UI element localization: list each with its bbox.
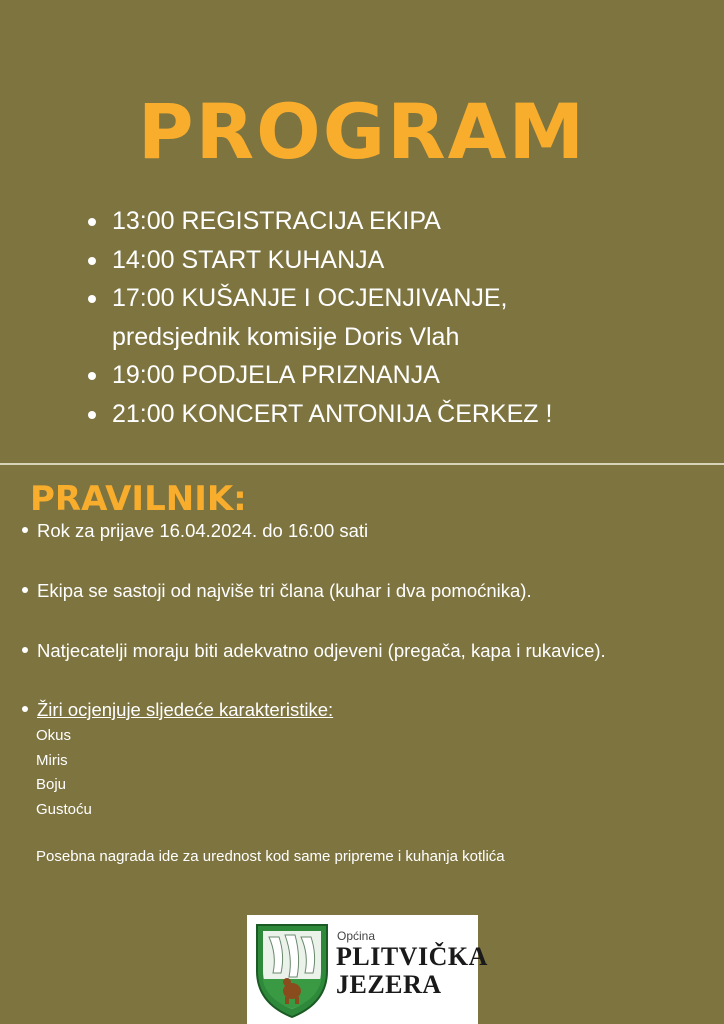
program-item <box>88 395 552 434</box>
logo-name-line2: JEZERA <box>336 970 442 999</box>
rule-item <box>22 578 532 604</box>
bullet-icon <box>88 372 96 380</box>
program-item-text: 19:00 PODJELA PRIZNANJA <box>112 361 440 389</box>
rule-text: Žiri ocjenjuje sljedeće karakteristike: <box>37 699 334 720</box>
logo-name-line1: PLITVIČKA <box>336 942 488 971</box>
program-item-text: 21:00 KONCERT ANTONIJA ČERKEZ ! <box>112 399 553 428</box>
program-item-text: 14:00 START KUHANJA <box>112 245 385 274</box>
bullet-icon <box>88 295 96 303</box>
coat-of-arms-icon <box>255 921 329 1019</box>
criteria-list <box>36 724 92 822</box>
bullet-icon <box>22 527 28 533</box>
bullet-icon <box>22 587 28 593</box>
criteria-item: Miris <box>36 751 68 769</box>
program-item-text: 13:00 REGISTRACIJA EKIPA <box>112 207 441 235</box>
municipality-logo <box>247 915 488 1024</box>
program-item <box>88 202 552 241</box>
rules-title: PRAVILNIK: <box>30 479 247 519</box>
program-item-text: 17:00 KUŠANJE I OCJENJIVANJE, <box>112 284 508 312</box>
criteria-item: Boju <box>36 776 67 793</box>
rule-item <box>22 518 368 544</box>
rule-text: Rok za prijave 16.04.2024. do 16:00 sati <box>37 520 369 541</box>
program-item <box>88 241 552 280</box>
bullet-icon <box>88 257 96 265</box>
program-item <box>88 356 552 395</box>
program-title: PROGRAM <box>137 87 587 176</box>
rule-item <box>22 638 606 664</box>
program-item <box>88 279 552 356</box>
rule-item <box>22 697 333 723</box>
bullet-icon <box>88 411 96 419</box>
bullet-icon <box>88 218 96 226</box>
program-list <box>88 202 552 433</box>
special-award-note: Posebna nagrada ide za urednost kod same pripreme i kuhanja kotlića <box>36 848 505 865</box>
bullet-icon <box>22 706 28 712</box>
section-divider <box>0 463 724 465</box>
criteria-item: Okus <box>36 727 72 744</box>
logo-prefix: Općina <box>337 929 376 943</box>
rule-text: Ekipa se sastoji od najviše tri člana (kuhar i dva pomoćnika). <box>37 580 532 601</box>
rule-text: Natjecatelji moraju biti adekvatno odjeveni (pregača, kapa i rukavice). <box>37 640 606 661</box>
bullet-icon <box>22 647 28 653</box>
program-item-continuation: predsjednik komisije Doris Vlah <box>112 322 460 351</box>
criteria-item: Gustoću <box>36 800 92 818</box>
